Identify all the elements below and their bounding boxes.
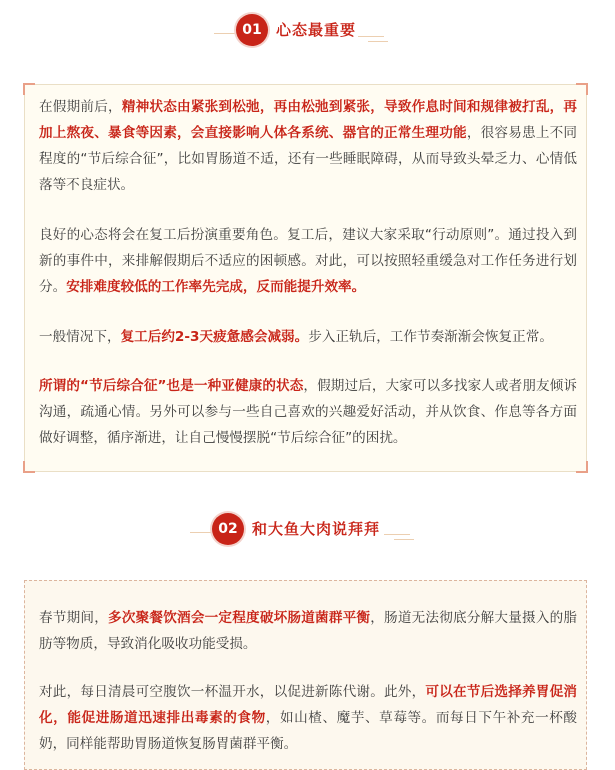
header-line-right [358,36,384,37]
paragraph [39,324,577,350]
section-2-content-box [24,580,587,770]
corner-decoration [23,461,35,473]
header-line-right [384,534,410,535]
paragraph [39,679,577,757]
section-1-header [0,10,615,50]
highlighted-text: 复工后约2-3天疲惫感会减弱。 [120,329,309,345]
paragraph [39,605,577,657]
body-text: 春节期间， [39,610,109,626]
body-text: ，很容易患上不同程度的“节后综合征”，比如胃肠道不适，还有一些睡眠障碍，从而导致头晕乏力、心情低落等不良症状。 [39,125,578,193]
body-text: 在假期前后， [39,99,122,115]
body-text: 良好的心态将会在复工后扮演重要角色。复工后，建议大家采取“行动原则”。通过投入到新的事件中，来排解假期后不适应的困顿感。对此，可以按照轻重缓急对工作任务进行划分。 [39,227,577,295]
corner-decoration [576,461,588,473]
corner-decoration [23,83,35,95]
highlighted-text: 所谓的“节后综合征”也是一种亚健康的状态 [39,378,304,394]
paragraph [39,222,577,300]
section-1-number-badge: 01 [236,14,268,46]
section-1-title: 心态最重要 [276,21,357,39]
body-text: 对此，每日清晨可空腹饮一杯温开水，以促进新陈代谢。此外， [39,684,426,700]
body-text: 一般情况下， [39,329,121,345]
paragraph [39,373,577,451]
header-line-right-2 [394,539,414,540]
body-text: ，肠道无法彻底分解大量摄入的脂肪等物质，导致消化吸收功能受损。 [39,610,578,652]
body-text: ，假期过后，大家可以多找家人或者朋友倾诉沟通，疏通心情。另外可以参与一些自己喜欢的兴趣爱好活动，并从饮食、作息等各方面做好调整，循序渐进，让自己慢慢摆脱“节后综合征”的困扰。 [39,378,577,446]
header-line-right-2 [368,41,388,42]
section-2-number-badge: 02 [212,513,244,545]
body-text: ，如山楂、魔芋、草莓等。而每日下午补充一杯酸奶，同样能帮助胃肠道恢复肠胃菌群平衡。 [39,710,578,752]
section-1-content-box [24,84,587,472]
body-text: 步入正轨后，工作节奏渐渐会恢复正常。 [308,329,553,345]
highlighted-text: 可以在节后选择养胃促消化，能促进肠道迅速排出毒素的食物 [39,684,578,726]
corner-decoration [576,83,588,95]
highlighted-text: 多次聚餐饮酒会一定程度破坏肠道菌群平衡 [108,610,371,626]
section-2-title: 和大鱼大肉说拜拜 [252,520,381,538]
highlighted-text: 精神状态由紧张到松弛，再由松弛到紧张，导致作息时间和规律被打乱，再加上熬夜、暴食等因素，会直接影响人体各系统、器官的正常生理功能 [39,99,578,141]
highlighted-text: 安排难度较低的工作率先完成，反而能提升效率。 [66,279,366,295]
paragraph [39,94,577,198]
section-2-header [0,508,615,548]
